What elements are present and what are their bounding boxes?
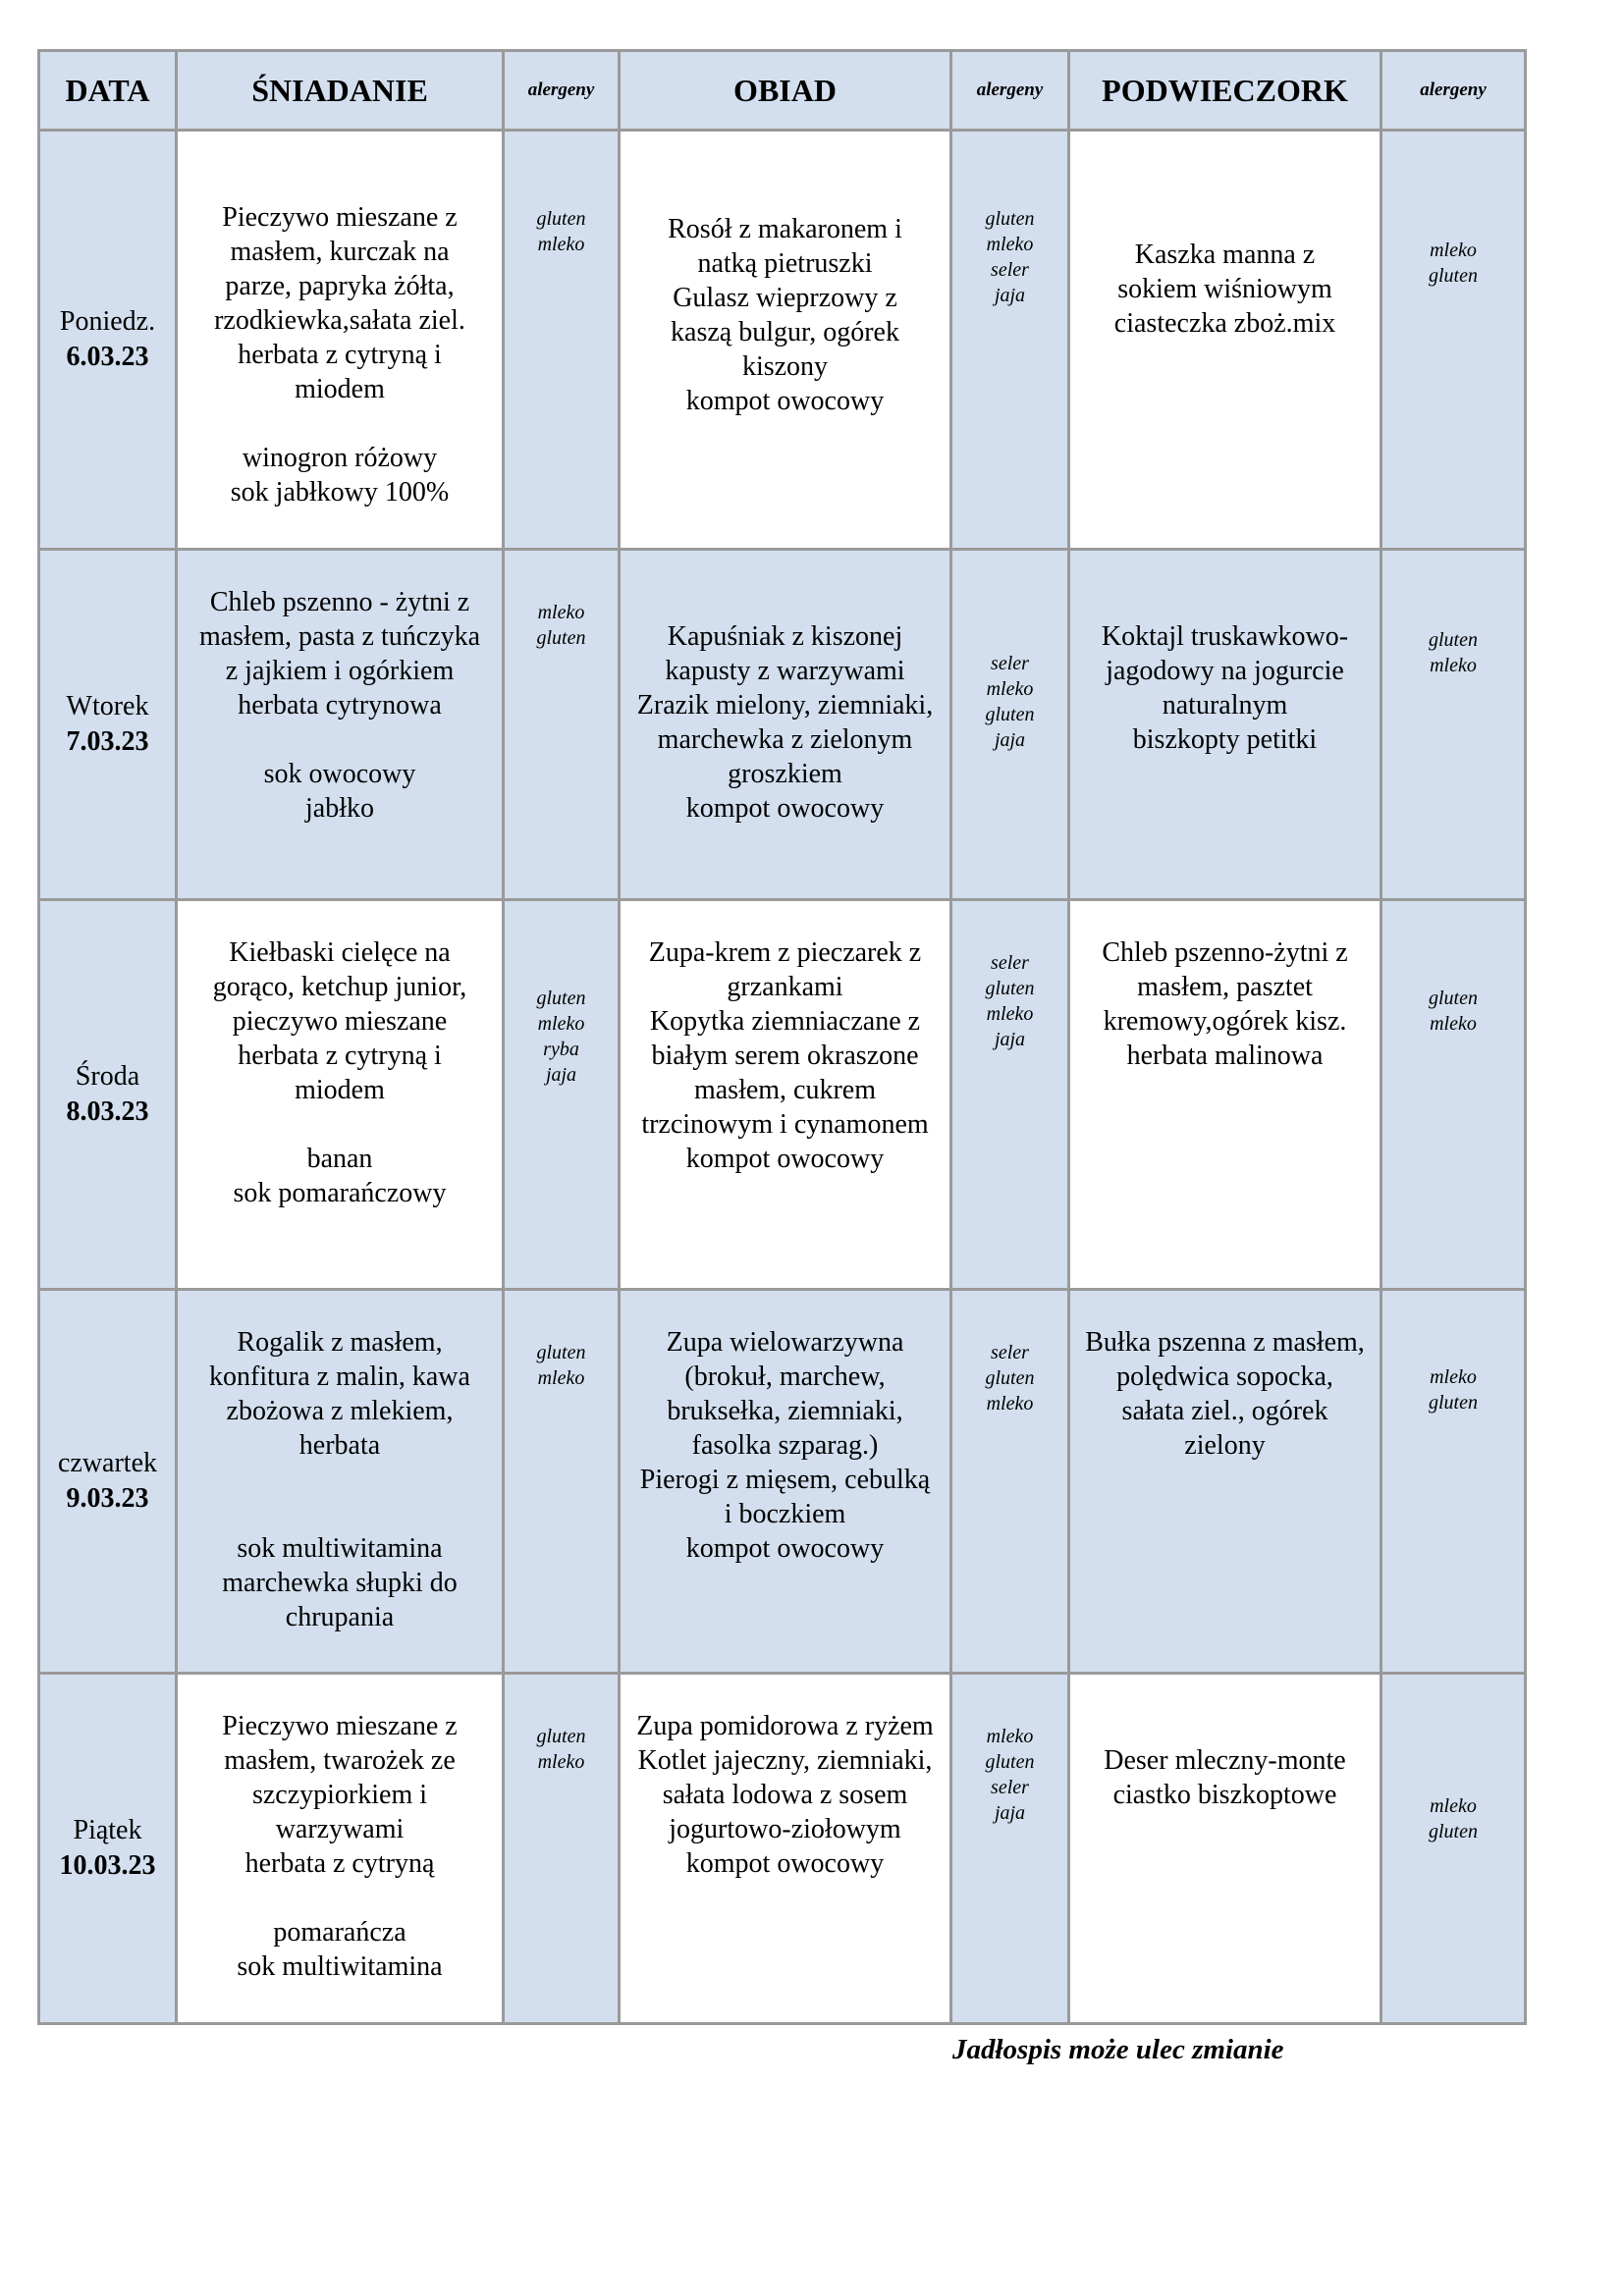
snack-allergens-line: mleko <box>1430 1795 1477 1817</box>
snack-allergens-line: mleko <box>1430 240 1477 261</box>
day-row <box>39 550 1526 900</box>
breakfast-line: marchewka słupki do <box>222 1568 458 1598</box>
breakfast-allergens-line: ryba <box>543 1039 579 1060</box>
lunch-allergens-line: jaja <box>994 1029 1026 1050</box>
snack-line: kremowy,ogórek kisz. <box>1103 1006 1347 1037</box>
date-cell <box>39 550 177 900</box>
lunch-line: Zupa-krem z pieczarek z <box>648 937 922 968</box>
breakfast-allergens-line: gluten <box>536 988 586 1009</box>
snack-allergens-line: mleko <box>1430 1013 1477 1035</box>
lunch-line: Rosół z makaronem i <box>668 214 902 244</box>
day-date: 7.03.23 <box>66 726 149 757</box>
lunch-line: Kotlet jajeczny, ziemniaki, <box>637 1745 933 1776</box>
lunch-cell <box>620 550 951 900</box>
lunch-line: Gulasz wieprzowy z <box>673 283 897 313</box>
lunch-allergens-line: jaja <box>994 285 1026 306</box>
breakfast-line: rzodkiewka,sałata ziel. <box>214 305 465 336</box>
breakfast-line: banan <box>306 1144 373 1174</box>
breakfast-line: pieczywo mieszane <box>232 1006 448 1037</box>
breakfast-line: herbata cytrynowa <box>238 690 442 721</box>
lunch-line: Zrazik mielony, ziemniaki, <box>636 690 934 721</box>
lunch-allergens-line: gluten <box>985 704 1035 725</box>
snack-line: sokiem wiśniowym <box>1117 274 1332 304</box>
breakfast-allergens-line: mleko <box>537 234 585 255</box>
day-date: 9.03.23 <box>66 1483 149 1514</box>
header-row <box>39 51 1526 131</box>
lunch-cell <box>620 131 951 550</box>
breakfast-line: gorąco, ketchup junior, <box>212 972 467 1002</box>
snack-line: Bułka pszenna z masłem, <box>1085 1327 1365 1358</box>
footer-note: Jadłospis może ulec zmianie <box>952 2034 1284 2065</box>
breakfast-line: winogron różowy <box>242 443 438 473</box>
date-cell <box>39 1290 177 1674</box>
breakfast-cell <box>177 1674 504 2024</box>
breakfast-allergens-line: gluten <box>536 627 586 649</box>
breakfast-line: Rogalik z masłem, <box>237 1327 443 1358</box>
breakfast-spacer <box>182 1463 498 1497</box>
header-date: DATA <box>39 51 177 131</box>
breakfast-line: sok owocowy <box>263 759 416 789</box>
snack-line: masłem, pasztet <box>1137 972 1313 1002</box>
snack-line: Kaszka manna z <box>1134 240 1316 270</box>
snack-allergens-cell <box>1381 550 1526 900</box>
breakfast-line: herbata z cytryną <box>244 1848 435 1879</box>
breakfast-line: chrupania <box>285 1602 395 1632</box>
snack-allergens-line: mleko <box>1430 655 1477 676</box>
snack-allergens-line: gluten <box>1429 1821 1478 1842</box>
snack-line: Chleb pszenno-żytni z <box>1102 937 1348 968</box>
breakfast-spacer <box>182 406 498 441</box>
header-snack: PODWIECZORK <box>1069 51 1381 131</box>
day-row <box>39 900 1526 1290</box>
snack-allergens-cell <box>1381 1674 1526 2024</box>
snack-allergens-line: gluten <box>1429 988 1478 1009</box>
menu-table <box>37 49 1527 2025</box>
lunch-allergens-line: seler <box>991 653 1029 674</box>
lunch-allergens-line: seler <box>991 952 1029 974</box>
breakfast-allergens-cell <box>504 1290 620 1674</box>
lunch-allergens-cell <box>951 900 1069 1290</box>
snack-cell <box>1069 131 1381 550</box>
lunch-allergens-cell <box>951 1290 1069 1674</box>
breakfast-allergens-cell <box>504 900 620 1290</box>
lunch-line: grzankami <box>727 972 843 1002</box>
lunch-allergens-line: jaja <box>994 729 1026 751</box>
day-date: 6.03.23 <box>66 342 149 372</box>
snack-line: herbata malinowa <box>1126 1041 1324 1071</box>
breakfast-allergens-line: gluten <box>536 1342 586 1363</box>
breakfast-line: masłem, twarożek ze <box>224 1745 456 1776</box>
breakfast-allergens-line: mleko <box>537 1367 585 1389</box>
breakfast-allergens-cell <box>504 131 620 550</box>
breakfast-line: herbata z cytryną i <box>238 1041 442 1071</box>
menu-body <box>39 131 1526 2024</box>
lunch-line: (brokuł, marchew, <box>684 1362 886 1392</box>
lunch-line: kompot owocowy <box>685 1144 885 1174</box>
lunch-allergens-line: mleko <box>986 1726 1034 1747</box>
breakfast-allergens-line: gluten <box>536 1726 586 1747</box>
snack-line: ciastko biszkoptowe <box>1112 1780 1337 1810</box>
breakfast-line: sok pomarańczowy <box>233 1178 447 1208</box>
breakfast-line: miodem <box>295 374 385 404</box>
breakfast-line: sok jabłkowy 100% <box>230 477 450 507</box>
day-date: 8.03.23 <box>66 1096 149 1127</box>
breakfast-allergens-cell <box>504 550 620 900</box>
lunch-allergens-line: gluten <box>985 978 1035 999</box>
day-name: czwartek <box>57 1448 158 1478</box>
breakfast-line: szczypiorkiem i <box>251 1780 428 1810</box>
lunch-cell <box>620 900 951 1290</box>
breakfast-allergens-line: mleko <box>537 602 585 623</box>
lunch-allergens-line: seler <box>991 1777 1029 1798</box>
breakfast-cell <box>177 131 504 550</box>
snack-line: jagodowy na jogurcie <box>1106 656 1344 686</box>
day-row <box>39 1290 1526 1674</box>
snack-line: naturalnym <box>1162 690 1288 721</box>
day-name: Piątek <box>73 1815 142 1845</box>
snack-allergens-cell <box>1381 131 1526 550</box>
breakfast-spacer <box>182 1107 498 1142</box>
lunch-line: Kopytka ziemniaczane z <box>649 1006 921 1037</box>
header-breakfast-allergens: alergeny <box>504 51 620 131</box>
lunch-line: trzcinowym i cynamonem <box>641 1109 929 1140</box>
header-snack-allergens: alergeny <box>1381 51 1526 131</box>
lunch-line: sałata lodowa z sosem <box>662 1780 908 1810</box>
lunch-line: Zupa wielowarzywna <box>666 1327 904 1358</box>
breakfast-line: herbata <box>298 1430 381 1461</box>
snack-allergens-line: gluten <box>1429 1392 1478 1414</box>
breakfast-line: Chleb pszenno - żytni z <box>209 587 470 617</box>
lunch-line: i boczkiem <box>724 1499 846 1529</box>
lunch-line: fasolka szparag.) <box>691 1430 879 1461</box>
snack-allergens-line: gluten <box>1429 629 1478 651</box>
lunch-allergens-cell <box>951 550 1069 900</box>
snack-cell <box>1069 900 1381 1290</box>
lunch-line: bruksełka, ziemniaki, <box>667 1396 903 1426</box>
breakfast-line: zbożowa z mlekiem, <box>226 1396 454 1426</box>
breakfast-cell <box>177 900 504 1290</box>
breakfast-spacer <box>182 1881 498 1915</box>
day-name: Poniedz. <box>59 306 156 337</box>
date-cell <box>39 900 177 1290</box>
breakfast-line: sok multiwitamina <box>237 1533 443 1564</box>
breakfast-allergens-cell <box>504 1674 620 2024</box>
breakfast-cell <box>177 550 504 900</box>
lunch-line: kapusty z warzywami <box>665 656 905 686</box>
breakfast-line: masłem, kurczak na <box>230 237 450 267</box>
date-cell <box>39 1674 177 2024</box>
lunch-cell <box>620 1674 951 2024</box>
lunch-line: białym serem okraszone <box>651 1041 919 1071</box>
snack-cell <box>1069 1674 1381 2024</box>
date-cell <box>39 131 177 550</box>
lunch-allergens-cell <box>951 1674 1069 2024</box>
breakfast-cell <box>177 1290 504 1674</box>
breakfast-allergens-line: mleko <box>537 1013 585 1035</box>
lunch-line: Kapuśniak z kiszonej <box>667 621 903 652</box>
breakfast-line: z jajkiem i ogórkiem <box>225 656 455 686</box>
snack-cell <box>1069 1290 1381 1674</box>
breakfast-line: masłem, pasta z tuńczyka <box>198 621 481 652</box>
breakfast-line: warzywami <box>275 1814 405 1844</box>
lunch-allergens-line: seler <box>991 259 1029 281</box>
breakfast-allergens-line: gluten <box>536 208 586 230</box>
lunch-line: Zupa pomidorowa z ryżem <box>636 1711 934 1741</box>
lunch-line: marchewka z zielonym <box>657 724 913 755</box>
lunch-allergens-line: mleko <box>986 1393 1034 1415</box>
breakfast-line: konfitura z malin, kawa <box>209 1362 470 1392</box>
breakfast-line: Pieczywo mieszane z <box>222 202 458 233</box>
lunch-line: jogurtowo-ziołowym <box>669 1814 901 1844</box>
snack-line: zielony <box>1184 1430 1266 1461</box>
lunch-allergens-line: mleko <box>986 234 1034 255</box>
lunch-line: kompot owocowy <box>685 1848 885 1879</box>
snack-line: polędwica sopocka, <box>1116 1362 1333 1392</box>
snack-allergens-line: mleko <box>1430 1366 1477 1388</box>
lunch-allergens-line: gluten <box>985 1367 1035 1389</box>
lunch-line: natką pietruszki <box>697 248 873 279</box>
breakfast-line: miodem <box>295 1075 385 1105</box>
snack-allergens-cell <box>1381 1290 1526 1674</box>
breakfast-line: parze, papryka żółta, <box>225 271 455 301</box>
snack-line: Deser mleczny-monte <box>1104 1745 1346 1776</box>
lunch-allergens-cell <box>951 131 1069 550</box>
breakfast-line: jabłko <box>305 793 374 824</box>
breakfast-line: sok multiwitamina <box>237 1951 443 1982</box>
breakfast-allergens-line: jaja <box>545 1064 577 1086</box>
lunch-line: groszkiem <box>728 759 842 789</box>
snack-line: Koktajl truskawkowo- <box>1101 621 1349 652</box>
snack-spacer <box>1074 1709 1376 1743</box>
lunch-line: kompot owocowy <box>685 1533 885 1564</box>
breakfast-spacer <box>182 1497 498 1531</box>
lunch-allergens-line: mleko <box>986 1003 1034 1025</box>
breakfast-line: Kiełbaski cielęce na <box>229 937 451 968</box>
breakfast-line: Pieczywo mieszane z <box>222 1711 458 1741</box>
lunch-allergens-line: jaja <box>994 1802 1026 1824</box>
lunch-line: Pierogi z mięsem, cebulką <box>639 1465 931 1495</box>
day-row <box>39 131 1526 550</box>
lunch-allergens-line: gluten <box>985 1751 1035 1773</box>
lunch-allergens-line: gluten <box>985 208 1035 230</box>
breakfast-line: pomarańcza <box>273 1917 406 1948</box>
header-lunch-allergens: alergeny <box>951 51 1069 131</box>
snack-line: sałata ziel., ogórek <box>1121 1396 1328 1426</box>
lunch-allergens-line: mleko <box>986 678 1034 700</box>
lunch-line: kompot owocowy <box>685 386 885 416</box>
snack-line: ciasteczka zboż.mix <box>1113 308 1336 339</box>
day-name: Środa <box>75 1061 140 1092</box>
header-breakfast: ŚNIADANIE <box>177 51 504 131</box>
day-name: Wtorek <box>66 691 149 721</box>
snack-allergens-line: gluten <box>1429 265 1478 287</box>
lunch-allergens-line: seler <box>991 1342 1029 1363</box>
breakfast-line: herbata z cytryną i <box>238 340 442 370</box>
snack-allergens-spacer <box>1382 1759 1524 1793</box>
snack-allergens-cell <box>1381 900 1526 1290</box>
snack-cell <box>1069 550 1381 900</box>
breakfast-allergens-line: mleko <box>537 1751 585 1773</box>
day-row <box>39 1674 1526 2024</box>
day-date: 10.03.23 <box>59 1850 156 1881</box>
lunch-line: kiszony <box>741 351 829 382</box>
lunch-cell <box>620 1290 951 1674</box>
header-lunch: OBIAD <box>620 51 951 131</box>
breakfast-spacer <box>182 722 498 757</box>
lunch-line: masłem, cukrem <box>693 1075 877 1105</box>
lunch-line: kaszą bulgur, ogórek <box>671 317 899 347</box>
snack-line: biszkopty petitki <box>1132 724 1318 755</box>
lunch-line: kompot owocowy <box>685 793 885 824</box>
